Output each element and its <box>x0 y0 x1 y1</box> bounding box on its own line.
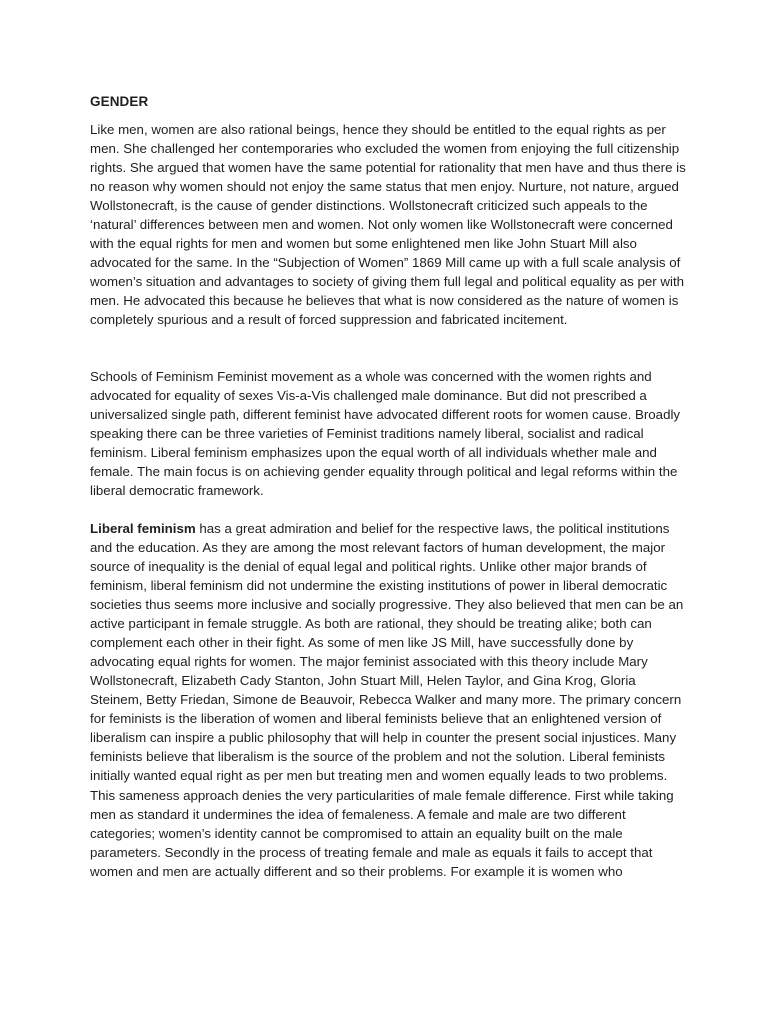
paragraph-gender-rights: Like men, women are also rational beings, hence they should be entitled to the equal rights as per men. She challenged her contemporaries who excluded the women from enjoying the full citizenship rights. She argued that women have the same potential for rationality that men have and thus there is no reason why women should not enjoy the same status that men enjoy. Nurture, not nature, argued Wollstonecraft, is the cause of gender distinctions. Wollstonecraft criticized such appeals to the ‘natural’ differences between men and women. Not only women like Wollstonecraft were concerned with the equal rights for men and women but some enlightened men like John Stuart Mill also advocated for the same. In the “Subjection of Women” 1869 Mill came up with a full scale analysis of women’s situation and advantages to society of giving them full legal and political equality as per with men. He advocated this because he believes that what is now considered as the nature of women is completely spurious and a result of forced suppression and fabricated incitement. <box>90 122 686 328</box>
document-heading: GENDER <box>90 94 149 109</box>
paragraph-liberal-feminism <box>90 519 690 881</box>
liberal-feminism-body: has a great admiration and belief for the respective laws, the political institutions and the education. As they are among the most relevant factors of human development, the major source of inequality is the denial of equal legal and political rights. Unlike other major brands of feminism, liberal feminism did not undermine the existing institutions of power in liberal democratic societies thus seems more inclusive and socially progressive. They also believed that men can be an active participant in female struggle. As both are rational, they should be treating alike; both can complement each other in their fight. As some of men like JS Mill, have successfully done by advocating equal rights for women. The major feminist associated with this theory include Mary Wollstonecraft, Elizabeth Cady Stanton, John Stuart Mill, Helen Taylor, and Gina Krog, Gloria Steinem, Betty Friedan, Simone de Beauvoir, Rebecca Walker and many more. The primary concern for feminists is the liberation of women and liberal feminists believe that an enlightened version of liberalism can inspire a public philosophy that will help in counter the present social injustices. Many feminists believe that liberalism is the source of the problem and not the solution. Liberal feminists initially wanted equal right as per men but treating men and women equally leads to two problems. This sameness approach denies the very particularities of male female difference. First while taking men as standard it undermines the idea of femaleness. A female and male are two different categories; women’s identity cannot be compromised to attain an equality built on the male parameters. Secondly in the process of treating female and male as equals it fails to accept that women and men are actually different and so their problems. For example it is women who <box>90 520 684 879</box>
document-page <box>90 92 690 881</box>
liberal-feminism-lead: Liberal feminism <box>90 520 196 536</box>
paragraph-schools-of-feminism: Schools of Feminism Feminist movement as a whole was concerned with the women rights and advocated for equality of sexes Vis-a-Vis challenged male dominance. But did not prescribed a universalized single path, different feminist have advocated different roots for women cause. Broadly speaking there can be three varieties of Feminist traditions namely liberal, socialist and radical feminism. Liberal feminism emphasizes upon the equal worth of all individuals whether male and female. The main focus is on achieving gender equality through political and legal reforms within the liberal democratic framework. <box>90 368 681 498</box>
